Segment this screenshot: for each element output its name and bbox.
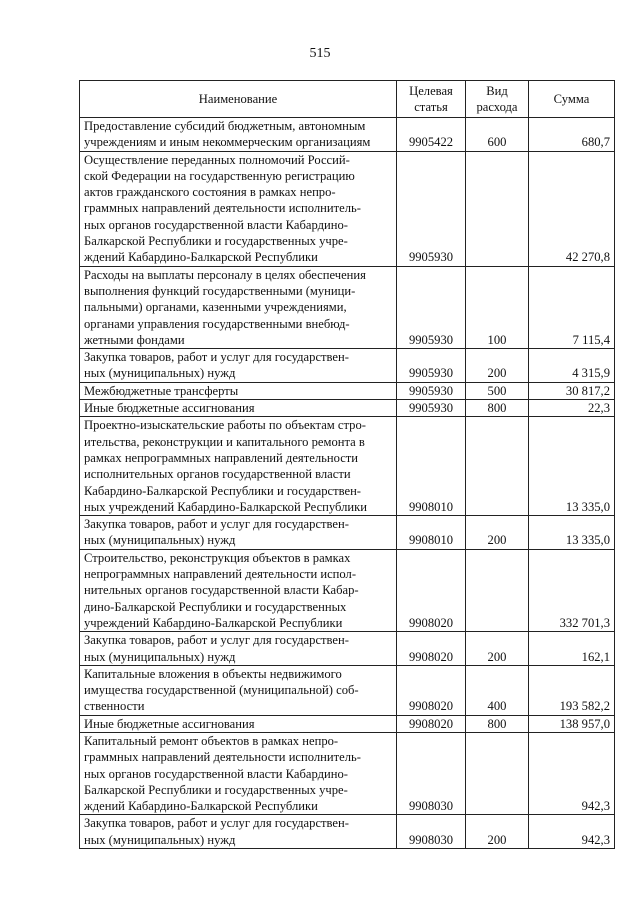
row-expense-kind-cell: 500 — [466, 382, 529, 399]
row-sum-cell: 42 270,8 — [529, 151, 615, 266]
row-target-article-cell: 9908020 — [397, 715, 466, 732]
row-target-article-cell: 9908010 — [397, 417, 466, 516]
row-sum-cell: 13 335,0 — [529, 516, 615, 550]
row-name-cell: Иные бюджетные ассигнования — [80, 400, 397, 417]
page-number: 515 — [309, 46, 331, 61]
row-expense-kind-cell: 200 — [466, 632, 529, 666]
row-name-cell: Предоставление субсидий бюджетным, автономным учреждениям и иным некоммерческим организациям — [80, 118, 397, 152]
row-name-cell: Межбюджетные трансферты — [80, 382, 397, 399]
row-expense-kind-cell: 600 — [466, 118, 529, 152]
row-name-cell: Капитальные вложения в объекты недвижимого имущества государственной (муниципальной) соб- ственности — [80, 665, 397, 715]
row-name-cell: Закупка товаров, работ и услуг для государствен- ных (муниципальных) нужд — [80, 632, 397, 666]
header-name: Наименование — [80, 81, 397, 118]
table-row — [80, 266, 615, 348]
table-row — [80, 732, 615, 814]
header-sum: Сумма — [529, 81, 615, 118]
row-sum-cell: 942,3 — [529, 732, 615, 814]
row-sum-cell: 13 335,0 — [529, 417, 615, 516]
row-expense-kind-cell — [466, 549, 529, 631]
table-row — [80, 151, 615, 266]
row-name-cell: Капитальный ремонт объектов в рамках непро- граммных направлений деятельности исполнитель- ных органов государственной власти Кабардино- Балкарской Республики и государственных учре- ждений Кабардино-Балкарской Республики — [80, 732, 397, 814]
row-sum-cell: 30 817,2 — [529, 382, 615, 399]
table-row — [80, 665, 615, 715]
row-target-article-cell: 9908020 — [397, 549, 466, 631]
table-row — [80, 349, 615, 383]
table-row — [80, 118, 615, 152]
row-target-article-cell: 9905930 — [397, 266, 466, 348]
row-expense-kind-cell — [466, 417, 529, 516]
row-target-article-cell: 9908010 — [397, 516, 466, 550]
row-target-article-cell: 9908020 — [397, 632, 466, 666]
row-sum-cell: 680,7 — [529, 118, 615, 152]
table-row — [80, 516, 615, 550]
table-row — [80, 400, 615, 417]
row-target-article-cell: 9908030 — [397, 732, 466, 814]
row-target-article-cell: 9905930 — [397, 349, 466, 383]
row-target-article-cell: 9905930 — [397, 151, 466, 266]
row-sum-cell: 138 957,0 — [529, 715, 615, 732]
row-expense-kind-cell: 200 — [466, 815, 529, 849]
row-sum-cell: 942,3 — [529, 815, 615, 849]
table-row — [80, 715, 615, 732]
header-expense-kind: Вид расхода — [466, 81, 529, 118]
header-target-article: Целевая статья — [397, 81, 466, 118]
row-sum-cell: 193 582,2 — [529, 665, 615, 715]
row-target-article-cell: 9908020 — [397, 665, 466, 715]
row-expense-kind-cell: 800 — [466, 715, 529, 732]
row-sum-cell: 162,1 — [529, 632, 615, 666]
row-target-article-cell: 9908030 — [397, 815, 466, 849]
row-name-cell: Осуществление переданных полномочий Россий- ской Федерации на государственную регистрацию актов гражданского состояния в рамках непро- граммных направлений деятельности исполнитель- ных органов государственной власти Кабардино- Балкарской Республики и государственных учре- ждений Кабардино-Балкарской Республики — [80, 151, 397, 266]
row-sum-cell: 7 115,4 — [529, 266, 615, 348]
row-expense-kind-cell — [466, 151, 529, 266]
row-target-article-cell: 9905930 — [397, 382, 466, 399]
row-name-cell: Строительство, реконструкция объектов в рамках непрограммных направлений деятельности испол- нительных органов государственной власти Кабар- дино-Балкарской Республики и государственных учреждений Кабардино-Балкарской Республики — [80, 549, 397, 631]
row-name-cell: Расходы на выплаты персоналу в целях обеспечения выполнения функций государственными (муници- пальными) органами, казенными учреждениями, органами управления государственными внебюд- жетными фондами — [80, 266, 397, 348]
table-body — [80, 118, 615, 849]
table-row — [80, 815, 615, 849]
row-sum-cell: 332 701,3 — [529, 549, 615, 631]
table-row — [80, 417, 615, 516]
row-name-cell: Закупка товаров, работ и услуг для государствен- ных (муниципальных) нужд — [80, 349, 397, 383]
row-expense-kind-cell: 200 — [466, 516, 529, 550]
row-expense-kind-cell — [466, 732, 529, 814]
row-sum-cell: 22,3 — [529, 400, 615, 417]
row-expense-kind-cell: 200 — [466, 349, 529, 383]
table-header-row — [80, 81, 615, 118]
row-expense-kind-cell: 400 — [466, 665, 529, 715]
table-row — [80, 549, 615, 631]
row-target-article-cell: 9905930 — [397, 400, 466, 417]
row-name-cell: Иные бюджетные ассигнования — [80, 715, 397, 732]
table-row — [80, 382, 615, 399]
row-name-cell: Закупка товаров, работ и услуг для государствен- ных (муниципальных) нужд — [80, 516, 397, 550]
row-name-cell: Закупка товаров, работ и услуг для государствен- ных (муниципальных) нужд — [80, 815, 397, 849]
table-row — [80, 632, 615, 666]
row-target-article-cell: 9905422 — [397, 118, 466, 152]
row-name-cell: Проектно-изыскательские работы по объектам стро- ительства, реконструкции и капитального ремонта в рамках непрограммных направлений деятельности исполнительных органов государственной власти Кабардино-Балкарской Республики и государствен- ных учреждений Кабардино-Балкарской Республики — [80, 417, 397, 516]
budget-table — [79, 80, 615, 849]
row-expense-kind-cell: 100 — [466, 266, 529, 348]
row-expense-kind-cell: 800 — [466, 400, 529, 417]
row-sum-cell: 4 315,9 — [529, 349, 615, 383]
